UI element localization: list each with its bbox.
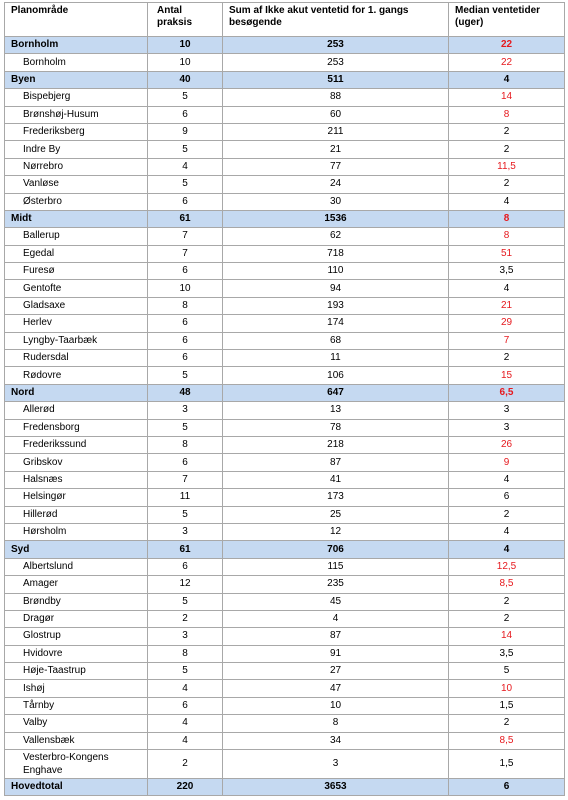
area-cell: Tårnby [5, 697, 148, 714]
area-cell: Gladsaxe [5, 297, 148, 314]
count-cell: 61 [148, 541, 223, 558]
count-cell: 9 [148, 123, 223, 140]
table-row [5, 576, 565, 593]
region-row [5, 541, 565, 558]
table-row [5, 680, 565, 697]
table-row [5, 732, 565, 749]
area-cell: Valby [5, 715, 148, 732]
region-row [5, 210, 565, 227]
median-cell: 3,5 [449, 645, 565, 662]
median-cell: 2 [449, 593, 565, 610]
sum-cell: 253 [223, 54, 449, 71]
count-cell: 7 [148, 245, 223, 262]
median-cell: 22 [449, 54, 565, 71]
count-cell: 7 [148, 471, 223, 488]
median-cell: 2 [449, 610, 565, 627]
sum-cell: 88 [223, 89, 449, 106]
table-row [5, 263, 565, 280]
area-cell: Ballerup [5, 228, 148, 245]
count-cell: 4 [148, 680, 223, 697]
area-cell: Gentofte [5, 280, 148, 297]
area-cell: Nørrebro [5, 158, 148, 175]
table-row [5, 297, 565, 314]
area-cell: Indre By [5, 141, 148, 158]
median-cell: 4 [449, 541, 565, 558]
median-cell: 6 [449, 489, 565, 506]
count-cell: 48 [148, 384, 223, 401]
sum-cell: 91 [223, 645, 449, 662]
sum-cell: 706 [223, 541, 449, 558]
sum-cell: 47 [223, 680, 449, 697]
sum-cell: 511 [223, 71, 449, 88]
total-sum: 3653 [223, 779, 449, 796]
sum-cell: 8 [223, 715, 449, 732]
median-cell: 12,5 [449, 558, 565, 575]
table-row [5, 663, 565, 680]
header-area: Planområde [5, 3, 148, 37]
table-row [5, 436, 565, 453]
table-row [5, 610, 565, 627]
median-cell: 21 [449, 297, 565, 314]
sum-cell: 110 [223, 263, 449, 280]
sum-cell: 68 [223, 332, 449, 349]
median-cell: 2 [449, 176, 565, 193]
region-row [5, 71, 565, 88]
total-label: Hovedtotal [5, 779, 148, 796]
table-row [5, 332, 565, 349]
median-cell: 6,5 [449, 384, 565, 401]
median-cell: 51 [449, 245, 565, 262]
table-row [5, 89, 565, 106]
median-cell: 8,5 [449, 732, 565, 749]
count-cell: 8 [148, 297, 223, 314]
area-cell: Dragør [5, 610, 148, 627]
sum-cell: 87 [223, 628, 449, 645]
table-row [5, 193, 565, 210]
table-row [5, 506, 565, 523]
median-cell: 1,5 [449, 697, 565, 714]
sum-cell: 60 [223, 106, 449, 123]
median-cell: 4 [449, 193, 565, 210]
median-cell: 3,5 [449, 263, 565, 280]
area-cell: Nord [5, 384, 148, 401]
waiting-time-table [4, 2, 565, 796]
table-row [5, 593, 565, 610]
area-cell: Byen [5, 71, 148, 88]
area-cell: Glostrup [5, 628, 148, 645]
count-cell: 3 [148, 523, 223, 540]
count-cell: 6 [148, 106, 223, 123]
count-cell: 5 [148, 89, 223, 106]
count-cell: 12 [148, 576, 223, 593]
median-cell: 26 [449, 436, 565, 453]
median-cell: 3 [449, 402, 565, 419]
area-cell: Helsingør [5, 489, 148, 506]
table-row [5, 715, 565, 732]
sum-cell: 647 [223, 384, 449, 401]
sum-cell: 27 [223, 663, 449, 680]
median-cell: 29 [449, 315, 565, 332]
total-count: 220 [148, 779, 223, 796]
median-cell: 4 [449, 471, 565, 488]
median-cell: 8 [449, 228, 565, 245]
area-cell: Vanløse [5, 176, 148, 193]
sum-cell: 34 [223, 732, 449, 749]
area-cell: Bornholm [5, 37, 148, 54]
sum-cell: 4 [223, 610, 449, 627]
sum-cell: 173 [223, 489, 449, 506]
median-cell: 8,5 [449, 576, 565, 593]
median-cell: 2 [449, 123, 565, 140]
table-row [5, 471, 565, 488]
count-cell: 8 [148, 645, 223, 662]
area-cell: Vallensbæk [5, 732, 148, 749]
table-row [5, 645, 565, 662]
count-cell: 6 [148, 315, 223, 332]
count-cell: 4 [148, 158, 223, 175]
area-cell: Amager [5, 576, 148, 593]
sum-cell: 211 [223, 123, 449, 140]
count-cell: 5 [148, 663, 223, 680]
table-row [5, 402, 565, 419]
count-cell: 11 [148, 489, 223, 506]
header-row [5, 3, 565, 37]
region-row [5, 37, 565, 54]
median-cell: 2 [449, 350, 565, 367]
area-cell: Rudersdal [5, 350, 148, 367]
table-row [5, 176, 565, 193]
sum-cell: 13 [223, 402, 449, 419]
total-row [5, 779, 565, 796]
area-cell: Brønshøj-Husum [5, 106, 148, 123]
count-cell: 2 [148, 750, 223, 779]
sum-cell: 77 [223, 158, 449, 175]
area-cell: Lyngby-Taarbæk [5, 332, 148, 349]
area-cell: Bispebjerg [5, 89, 148, 106]
sum-cell: 3 [223, 750, 449, 779]
count-cell: 3 [148, 402, 223, 419]
count-cell: 4 [148, 715, 223, 732]
area-cell: Halsnæs [5, 471, 148, 488]
median-cell: 14 [449, 628, 565, 645]
count-cell: 5 [148, 506, 223, 523]
header-count: Antal praksis [148, 3, 223, 37]
sum-cell: 718 [223, 245, 449, 262]
area-cell: Gribskov [5, 454, 148, 471]
area-cell: Høje-Taastrup [5, 663, 148, 680]
count-cell: 8 [148, 436, 223, 453]
sum-cell: 12 [223, 523, 449, 540]
area-cell: Frederiksberg [5, 123, 148, 140]
area-cell: Hørsholm [5, 523, 148, 540]
count-cell: 7 [148, 228, 223, 245]
median-cell: 15 [449, 367, 565, 384]
sum-cell: 218 [223, 436, 449, 453]
count-cell: 5 [148, 593, 223, 610]
median-cell: 3 [449, 419, 565, 436]
median-cell: 14 [449, 89, 565, 106]
area-cell: Frederikssund [5, 436, 148, 453]
count-cell: 10 [148, 54, 223, 71]
table-row [5, 54, 565, 71]
median-cell: 8 [449, 210, 565, 227]
sum-cell: 115 [223, 558, 449, 575]
area-cell: Egedal [5, 245, 148, 262]
count-cell: 6 [148, 558, 223, 575]
table-row [5, 454, 565, 471]
count-cell: 2 [148, 610, 223, 627]
sum-cell: 94 [223, 280, 449, 297]
sum-cell: 41 [223, 471, 449, 488]
median-cell: 11,5 [449, 158, 565, 175]
header-sum: Sum af Ikke akut ventetid for 1. gangs besøgende [223, 3, 449, 37]
table-row [5, 123, 565, 140]
count-cell: 6 [148, 332, 223, 349]
count-cell: 61 [148, 210, 223, 227]
median-cell: 2 [449, 715, 565, 732]
header-median: Median ventetider (uger) [449, 3, 565, 37]
median-cell: 4 [449, 280, 565, 297]
area-cell: Midt [5, 210, 148, 227]
median-cell: 5 [449, 663, 565, 680]
table-row [5, 367, 565, 384]
median-cell: 7 [449, 332, 565, 349]
table-row [5, 141, 565, 158]
table-row [5, 106, 565, 123]
table-row [5, 350, 565, 367]
sum-cell: 62 [223, 228, 449, 245]
table-row [5, 558, 565, 575]
count-cell: 40 [148, 71, 223, 88]
median-cell: 8 [449, 106, 565, 123]
median-cell: 4 [449, 523, 565, 540]
count-cell: 4 [148, 732, 223, 749]
count-cell: 10 [148, 37, 223, 54]
area-cell: Herlev [5, 315, 148, 332]
sum-cell: 253 [223, 37, 449, 54]
sum-cell: 21 [223, 141, 449, 158]
count-cell: 5 [148, 141, 223, 158]
table-row [5, 697, 565, 714]
area-cell: Bornholm [5, 54, 148, 71]
table-row [5, 523, 565, 540]
area-cell: Syd [5, 541, 148, 558]
sum-cell: 24 [223, 176, 449, 193]
table-row [5, 245, 565, 262]
count-cell: 5 [148, 419, 223, 436]
median-cell: 2 [449, 141, 565, 158]
sum-cell: 10 [223, 697, 449, 714]
area-cell: Fredensborg [5, 419, 148, 436]
area-cell: Albertslund [5, 558, 148, 575]
area-cell: Furesø [5, 263, 148, 280]
table-row [5, 315, 565, 332]
region-row [5, 384, 565, 401]
table-row [5, 228, 565, 245]
sum-cell: 78 [223, 419, 449, 436]
median-cell: 2 [449, 506, 565, 523]
count-cell: 10 [148, 280, 223, 297]
area-cell: Brøndby [5, 593, 148, 610]
table-row [5, 419, 565, 436]
sum-cell: 25 [223, 506, 449, 523]
table-body [5, 37, 565, 796]
count-cell: 6 [148, 350, 223, 367]
sum-cell: 106 [223, 367, 449, 384]
sum-cell: 11 [223, 350, 449, 367]
median-cell: 9 [449, 454, 565, 471]
count-cell: 6 [148, 697, 223, 714]
sum-cell: 45 [223, 593, 449, 610]
sum-cell: 174 [223, 315, 449, 332]
count-cell: 6 [148, 454, 223, 471]
sum-cell: 30 [223, 193, 449, 210]
area-cell: Allerød [5, 402, 148, 419]
table-row [5, 280, 565, 297]
table-row [5, 628, 565, 645]
sum-cell: 87 [223, 454, 449, 471]
count-cell: 5 [148, 367, 223, 384]
median-cell: 4 [449, 71, 565, 88]
area-cell: Rødovre [5, 367, 148, 384]
area-cell: Hillerød [5, 506, 148, 523]
area-cell: Vesterbro-Kongens Enghave [5, 750, 148, 779]
count-cell: 3 [148, 628, 223, 645]
median-cell: 10 [449, 680, 565, 697]
median-cell: 22 [449, 37, 565, 54]
area-cell: Østerbro [5, 193, 148, 210]
table-row [5, 158, 565, 175]
table-row [5, 489, 565, 506]
count-cell: 6 [148, 263, 223, 280]
sum-cell: 235 [223, 576, 449, 593]
count-cell: 5 [148, 176, 223, 193]
area-cell: Ishøj [5, 680, 148, 697]
sum-cell: 193 [223, 297, 449, 314]
sum-cell: 1536 [223, 210, 449, 227]
total-median: 6 [449, 779, 565, 796]
count-cell: 6 [148, 193, 223, 210]
area-cell: Hvidovre [5, 645, 148, 662]
table-row [5, 750, 565, 779]
median-cell: 1,5 [449, 750, 565, 779]
